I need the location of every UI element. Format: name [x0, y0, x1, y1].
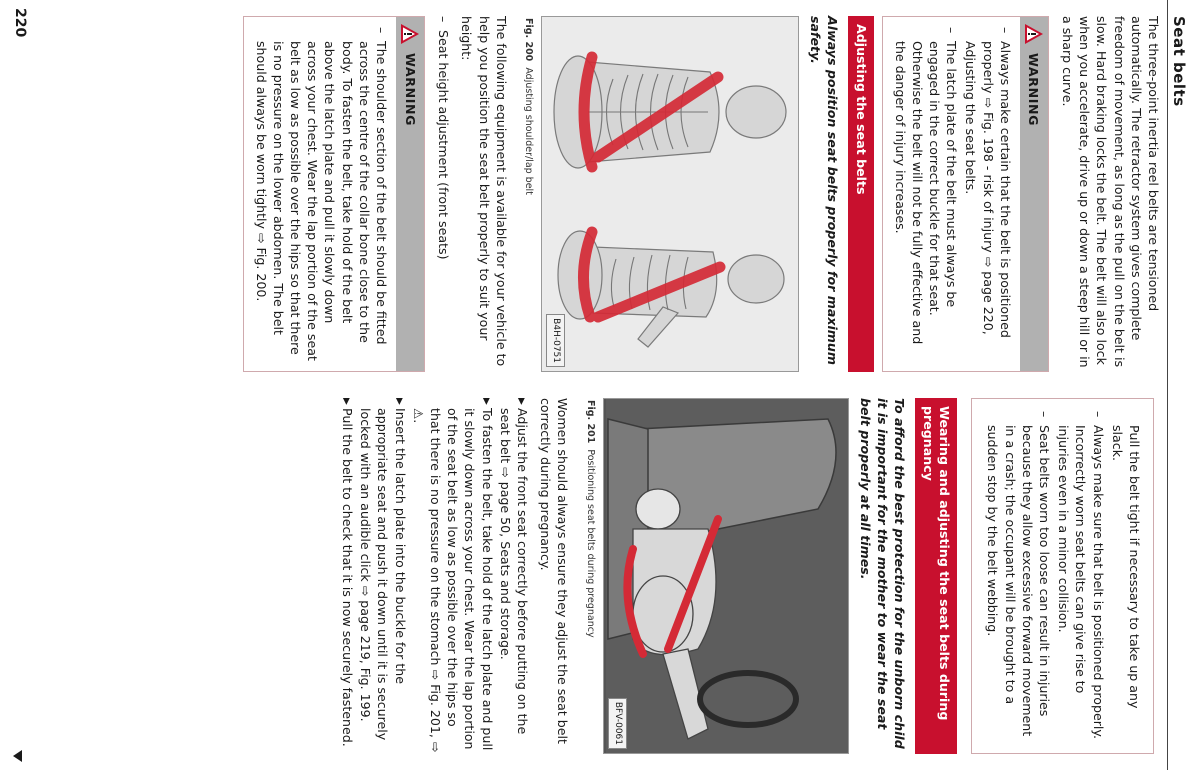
- page-number: 220: [12, 8, 28, 38]
- warning-item: – Always make sure that belt is positioned properly. Incorrectly worn seat belts can give rise to injuries even in a minor collision.: [1056, 411, 1106, 740]
- intro-paragraph: The three-point inertia reel belts are tensioned automatically. The retractor system gives complete freedom of movement, as long as the pull on the belt is slow. Hard braking locks the belt. The belt will also lock when you accelerate, drive up or down a steep hill or in a sharp curve.: [1059, 16, 1161, 368]
- left-column: [235, 16, 1162, 372]
- step-text: Insert the latch plate into the buckle for the appropriate seat and push it down until it is securely locked with an audible click ⇨ page 219, Fig. 199.: [358, 408, 408, 741]
- warning-box-2: [243, 16, 425, 372]
- step-item: ▶ Pull the belt to check that it is now securely fastened.: [337, 398, 356, 754]
- warning-item-text: The shoulder section of the belt should be fitted across the centre of the collar bone close to the body. To fasten the belt, take hold of the belt above the latch plate and pull it slowly down across your chest. Wear the lap portion of the seat belt as low as possible over the hips so that there is no pressure on the lower abdomen. The belt should always be worn tightly ⇨ Fig. 200.: [253, 41, 389, 361]
- body-paragraph: Women should always ensure they adjust the seat belt correctly during pregnancy.: [538, 398, 571, 744]
- figure-code: BFV-0061: [608, 698, 627, 749]
- body-paragraph: The following equipment is available for your vehicle to help you position the seat belt properly to suit your height:: [459, 16, 509, 367]
- warning-item-text: Pull the belt tight if necessary to take up any slack.: [1109, 425, 1142, 709]
- figure-code: B4H-0751: [546, 314, 565, 367]
- warning-body: [883, 17, 1019, 371]
- warning-title: WARNING: [402, 53, 418, 127]
- warning-title: WARNING: [1026, 53, 1042, 127]
- warning-box-continued: [971, 398, 1154, 754]
- warning-box-1: [882, 16, 1048, 372]
- figure-caption: Fig. 201 Positioning seat belts during pregnancy: [584, 400, 596, 638]
- warning-item: [1109, 411, 1143, 741]
- warning-header: [1020, 17, 1048, 371]
- step-item: ▶ Adjust the front seat correctly before putting on the seat belt ⇨ page 50, Seats and storage.: [497, 398, 531, 754]
- warning-body: [972, 399, 1153, 753]
- pregnancy-illustration: [606, 399, 848, 753]
- right-column: [336, 398, 1162, 754]
- warning-item: – The latch plate of the belt must always be engaged in the correct buckle for that seat. Otherwise the belt will not be fully effective and the danger of injury increases.: [891, 27, 960, 361]
- figure-201: [603, 398, 849, 754]
- figure-caption: Fig. 200 Adjusting shoulder/lap belt: [522, 18, 534, 195]
- warning-item-text: Seat belts worn too loose can result in injuries because they allow excessive forward movement in a crash; the occupant will be brought to a sudden stop by the belt webbing.: [985, 425, 1052, 737]
- section-intro: To afford the best protection for the unborn child it is important for the mother to wear the seat belt properly at all times.: [857, 398, 908, 749]
- warning-triangle-icon: [400, 23, 420, 45]
- list-item: – Seat height adjustment (front seats): [436, 16, 452, 260]
- step-text: To fasten the belt, take hold of the latch plate and pull it slowly down across your chest. Wear the lap portion of the seat belt as low as possible over the hips so that there is no pressure on the stomach ⇨ Fig. 201, ⇨ ⚠.: [410, 408, 495, 753]
- warning-body: [244, 17, 396, 371]
- step-text: Pull the belt to check that it is now securely fastened.: [339, 408, 355, 747]
- warning-item-text: Always make sure that belt is positioned properly. Incorrectly worn seat belts can give rise to injuries even in a minor collision.: [1056, 425, 1106, 740]
- warning-item-text: Always make certain that the belt is positioned properly ⇨ Fig. 198 - risk of injury ⇨ page 220, Adjusting the seat belts.: [963, 41, 1013, 338]
- step-item: ▶ To fasten the belt, take hold of the latch plate and pull it slowly down across your chest. Wear the lap portion of the seat belt as low as possible over the hips so that there is no pressure on the stomach ⇨ Fig. 201, ⇨ ⚠.: [410, 398, 495, 753]
- step-item: ▶ Insert the latch plate into the buckle for the appropriate seat and push it down until it is securely locked with an audible click ⇨ page 219, Fig. 199.: [357, 398, 409, 754]
- warning-header: [396, 17, 424, 371]
- figure-200: [541, 16, 799, 372]
- warning-item: – Seat belts worn too loose can result in injuries because they allow excessive forward movement in a crash; the occupant will be brought to a sudden stop by the belt webbing.: [984, 411, 1053, 741]
- warning-item: – Always make certain that the belt is positioned properly ⇨ Fig. 198 - risk of injury ⇨ page 220, Adjusting the seat belts.: [962, 27, 1014, 361]
- warning-item-text: The latch plate of the belt must always be engaged in the correct buckle for that seat. Otherwise the belt will not be fully effective and the danger of injury increases.: [892, 41, 960, 345]
- step-text: Adjust the front seat correctly before putting on the seat belt ⇨ page 50, Seats and storage.: [497, 408, 530, 735]
- section-intro: Always position seat belts properly for maximum safety.: [808, 16, 841, 365]
- section-heading-pregnancy: Wearing and adjusting the seat belts during pregnancy: [915, 398, 957, 754]
- warning-item: – The shoulder section of the belt should be fitted across the centre of the collar bone close to the body. To fasten the belt, take hold of the belt above the latch plate and pull it slowly down across your chest. Wear the lap portion of the seat belt as low as possible over the hips so that there is no pressure on the lower abdomen. The belt should always be worn tightly ⇨ Fig. 200.: [253, 27, 389, 361]
- header-rule: [1167, 0, 1168, 770]
- warning-triangle-icon: [1024, 23, 1044, 45]
- continue-arrow-icon: [13, 750, 22, 762]
- section-heading-adjusting: Adjusting the seat belts: [848, 16, 874, 372]
- skeleton-illustration: [544, 17, 798, 371]
- page-header-title: Seat belts: [1170, 16, 1188, 107]
